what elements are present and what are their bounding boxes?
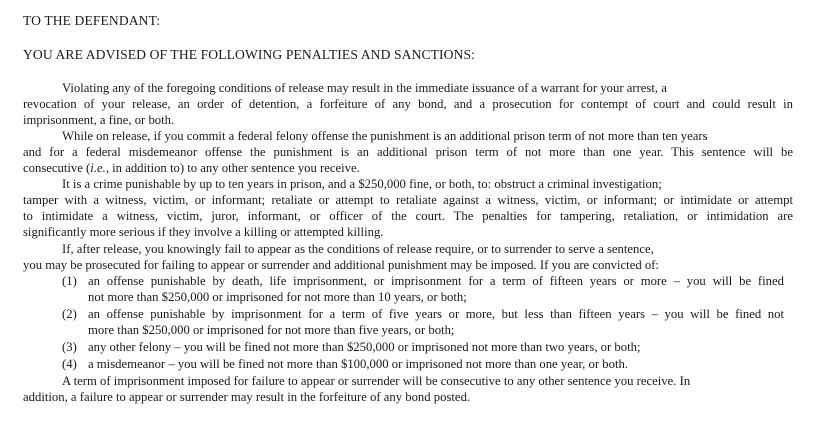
paragraph-4-line-1: If, after release, you knowingly fail to appear as the conditions of release require, or to surrender to serve a sentence,: [62, 242, 654, 256]
list-item-3-number: (3): [62, 340, 77, 354]
list-item-2-line-2: more than $250,000 or imprisoned for not more than five years, or both;: [88, 323, 455, 337]
list-item-1-line-1: an offense punishable by death, life imprisonment, or imprisonment for a term of fifteen years or more – you will be fined: [88, 274, 784, 288]
paragraph-2-line-2: and for a federal misdemeanor offense the punishment is an additional prison term of not more than one year. This sentence will be: [23, 145, 793, 159]
paragraph-3-line-2: tamper with a witness, victim, or informant; retaliate or attempt to retaliate against a witness, victim, or informant; or intimidate or attempt: [23, 193, 793, 207]
list-item-1-line-2: not more than $250,000 or imprisoned for not more than 10 years, or both;: [88, 290, 467, 304]
paragraph-2-line-3: consecutive (i.e., in addition to) to any other sentence you receive.: [23, 161, 360, 175]
closing-line-1: A term of imprisonment imposed for failure to appear or surrender will be consecutive to any other sentence you receive. In: [62, 374, 691, 388]
list-item-4-line-1: a misdemeanor – you will be fined not more than $100,000 or imprisoned not more than one year, or both.: [88, 357, 628, 371]
paragraph-2-line-1: While on release, if you commit a federal felony offense the punishment is an additional prison term of not more than ten years: [62, 129, 708, 143]
paragraph-3-line-1: It is a crime punishable by up to ten years in prison, and a $250,000 fine, or both, to: obstruct a criminal investigation;: [62, 177, 662, 191]
list-item-2-line-1: an offense punishable by imprisonment for a term of five years or more, but less than fifteen years – you will be fined not: [88, 307, 784, 321]
section-heading: YOU ARE ADVISED OF THE FOLLOWING PENALTIES AND SANCTIONS:: [23, 47, 476, 62]
paragraph-1-line-3: imprisonment, a fine, or both.: [23, 113, 175, 127]
list-item-4-number: (4): [62, 357, 77, 371]
paragraph-4-line-2: you may be prosecuted for failing to appear or surrender and additional punishment may be imposed. If you are convicted of:: [23, 258, 659, 272]
list-item-1-number: (1): [62, 274, 77, 288]
paragraph-1-line-2: revocation of your release, an order of detention, a forfeiture of any bond, and a prosecution for contempt of court and could result in: [23, 97, 793, 111]
list-item-3-line-1: any other felony – you will be fined not more than $250,000 or imprisoned not more than two years, or both;: [88, 340, 641, 354]
list-item-2-number: (2): [62, 307, 77, 321]
closing-line-2: addition, a failure to appear or surrender may result in the forfeiture of any bond posted.: [23, 390, 471, 404]
paragraph-1-line-1: Violating any of the foregoing conditions of release may result in the immediate issuance of a warrant for your arrest, a: [62, 81, 667, 95]
paragraph-3-line-4: significantly more serious if they involve a killing or attempted killing.: [23, 225, 384, 239]
addressee: TO THE DEFENDANT:: [23, 13, 161, 28]
paragraph-3-line-3: to intimidate a witness, victim, juror, informant, or officer of the court. The penalties for tampering, retaliation, or intimidation are: [23, 209, 793, 223]
